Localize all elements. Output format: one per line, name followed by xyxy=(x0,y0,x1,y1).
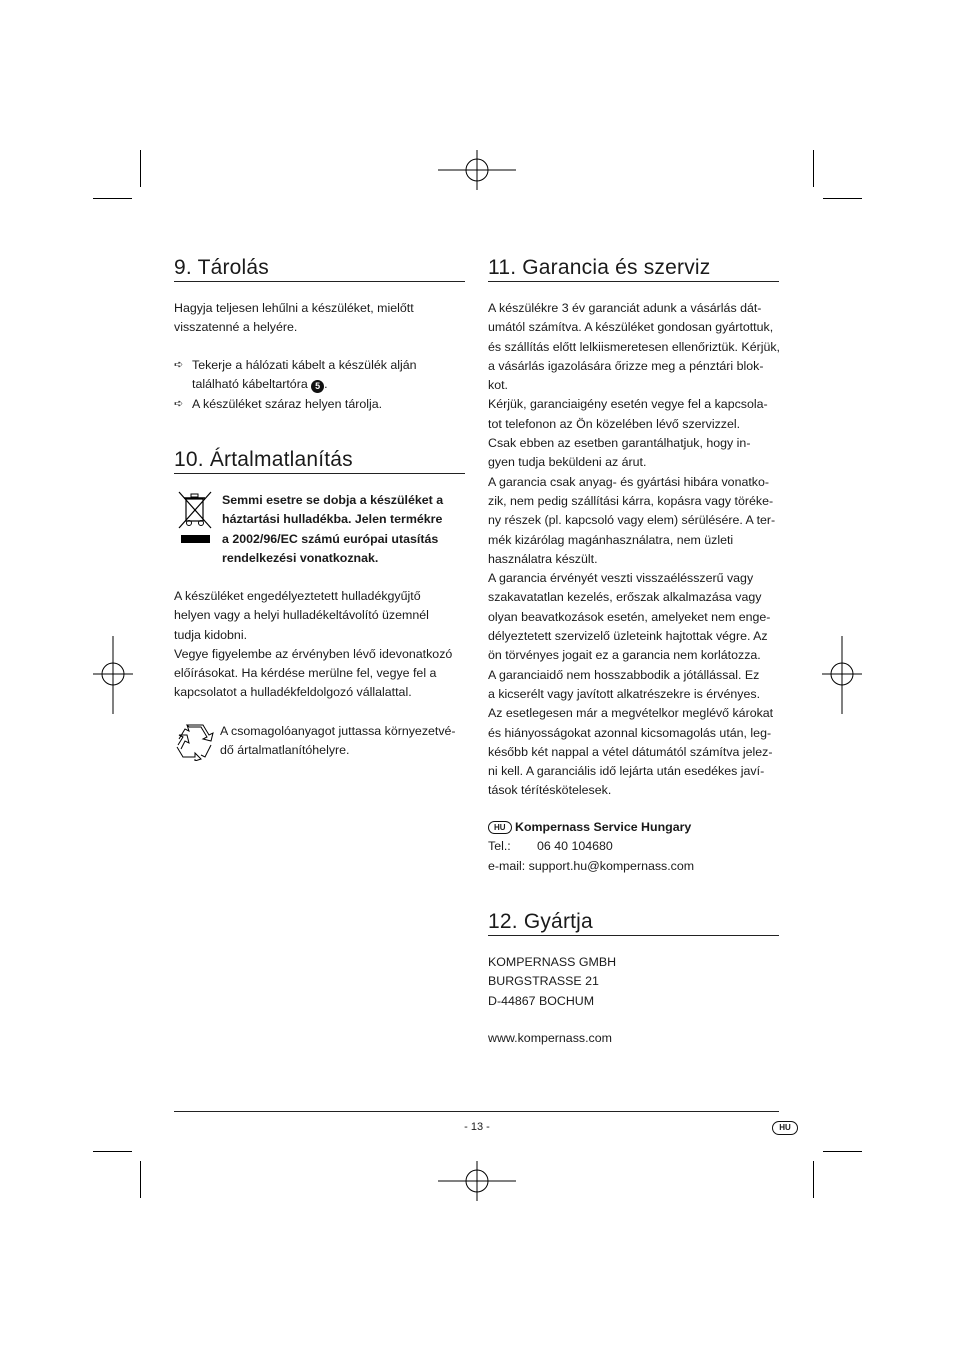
arrow-right-icon: ➪ xyxy=(174,359,184,371)
tel-number: 06 40 104680 xyxy=(537,839,613,854)
storage-title: 9. Tárolás xyxy=(174,256,269,279)
registration-mark-left xyxy=(93,636,133,714)
registration-mark-bottom xyxy=(436,1161,518,1201)
warranty-paragraph: A készülékre 3 év garanciát adunk a vásárlás dát- umától számítva. A készüléket gondosan gyártottuk, és szállítás előtt lelkiismeretesen ellenőriztük. Kérjük, a vásárlás igazolására őrizze meg a pénztári blok- kot. Kérjük, garanciaigény esetén vegye fel a kapcsola- tot telefonon az Ön közelében lévő szervizzel. Csak ebben az esetben garantálhatjuk, hogy in- gyen tudja beküldeni az árut. A garancia csak anyag- és gyártási hibára vonatko- zik, nem pedig szállítási kárra, kopásra vagy töréke- ny részek (pl. kapcsoló vagy elem) sérülésére. A ter- mék kizárólag magánhasználatra, nem üzleti használatra készült. A garancia érvényét veszti visszaélésszerű vagy szakavatatlan kezelés, erőszak alkalmazása vagy olyan beavatkozások esetén, amelyeket nem enge- délyeztetett szervizelő üzleteink hajtottak végre. Az ön törvényes jogait ez a garancia nem korlátozza. A garanciaidő nem hosszabbodik a jótállással. Ez a kicserélt vagy javított alkatrészekre is érvényes. Az esetlegesen már a megvételkor meglévő károkat és hiányosságokat azonnal kicsomagolás után, leg- később két nappal a vétel dátumától számítva jelez- ni kell. A garanciális idő lejárta után esedékes javí- tások térítéskötelesek. xyxy=(488,301,780,798)
language-badge: HU xyxy=(772,1121,798,1135)
manufacturer-address: KOMPERNASS GMBH BURGSTRASSE 21 D-44867 BOCHUM xyxy=(488,955,617,1008)
registration-mark-top xyxy=(436,150,518,190)
crossed-bin-icon xyxy=(176,490,214,546)
recycle-icon xyxy=(175,723,215,761)
recycle-text: A csomagolóanyagot juttassa környezetvé- dő ártalmatlanítóhelyre. xyxy=(220,724,456,758)
tel-label: Tel.: xyxy=(488,839,511,854)
arrow-right-icon: ➪ xyxy=(174,397,184,410)
reference-number-badge: 5 xyxy=(311,380,324,393)
service-email: e-mail: support.hu@kompernass.com xyxy=(488,858,695,873)
manufacturer-title-rule xyxy=(488,935,779,936)
disposal-title: 10. Ártalmatlanítás xyxy=(174,448,353,471)
storage-title-rule xyxy=(174,281,465,282)
page-number: - 13 - xyxy=(464,1121,490,1133)
service-contact xyxy=(488,818,788,876)
disposal-warning: Semmi esetre se dobja a készüléket a háztartási hulladékba. Jelen termékre a 2002/96/EC számú európai utasítás rendelkezési vonatkoznak. xyxy=(222,493,444,565)
storage-intro: Hagyja teljesen lehűlni a készüléket, mielőtt visszatenné a helyére. xyxy=(174,301,414,335)
list-item: ➪ A készüléket száraz helyen tárolja. xyxy=(174,395,465,414)
disposal-paragraph: A készüléket engedélyeztetett hulladékgyűjtő helyen vagy a helyi hulladékeltávolító üzemnél tudja kidobni. Vegye figyelembe az érvényben lévő idevonatkozó előírásokat. Ha kérdése merülne fel, vegye fel a kapcsolatot a hulladékfeldolgozó vállalattal. xyxy=(174,589,453,700)
warranty-title-rule xyxy=(488,281,779,282)
manufacturer-title: 12. Gyártja xyxy=(488,910,593,933)
country-badge: HU xyxy=(488,821,512,834)
footer-rule xyxy=(174,1111,779,1112)
service-name: Kompernass Service Hungary xyxy=(515,820,692,834)
disposal-title-rule xyxy=(174,473,465,474)
list-item: ➪ Tekerje a hálózati kábelt a készülék alján található kábeltartóra 5 . xyxy=(174,358,417,392)
warranty-title: 11. Garancia és szerviz xyxy=(488,256,711,279)
manufacturer-website: www.kompernass.com xyxy=(488,1031,612,1045)
storage-list xyxy=(174,356,465,414)
registration-mark-right xyxy=(822,636,862,714)
